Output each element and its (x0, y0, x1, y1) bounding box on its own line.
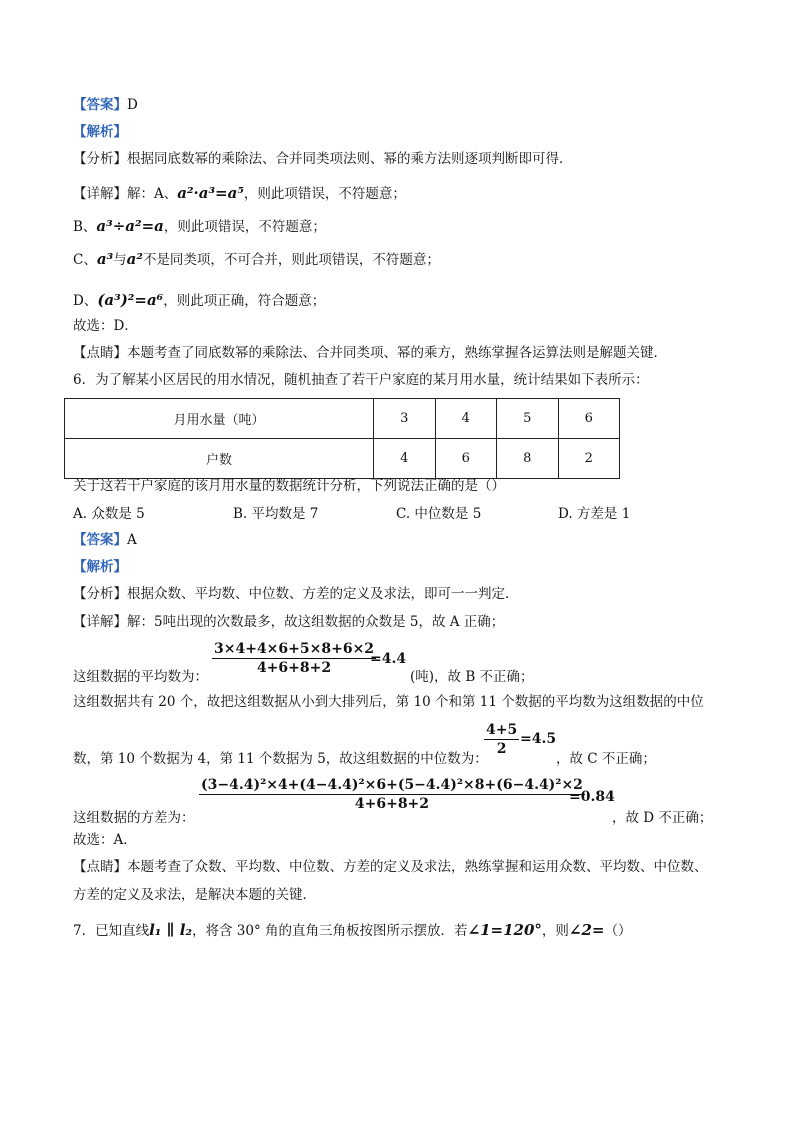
q5-dianjing-line (73, 343, 667, 363)
variance-result: =0.84 (569, 789, 615, 805)
fenxi-tag: 【分析】 (73, 151, 127, 167)
table-cell: 4 (435, 399, 497, 439)
option-c-mid: 与 (113, 252, 127, 268)
dianjing-text: 本题考查了同底数幂的乘除法、合并同类项、幂的乘方，熟练掌握各运算法则是解题关键． (127, 345, 667, 361)
option-b-text: ，则此项错误，不符题意； (163, 219, 326, 235)
median-line2: 数，第 10 个数据为 4，第 11 个数据为 5，故这组数据的中位数为： (73, 751, 488, 767)
median-result: =4.5 (520, 731, 557, 747)
median-suffix: ，故 C 不正确； (556, 751, 656, 767)
fenxi-text: 根据同底数幂的乘除法、合并同类项法则、幂的乘方法则逐项判断即可得． (127, 151, 573, 167)
mean-prefix: 这组数据的平均数为： (73, 669, 208, 685)
table-cell: 2 (558, 439, 620, 479)
mean-numerator: 3×4+4×6+5×8+6×2 (214, 641, 375, 657)
q5-analysis-line (73, 122, 127, 142)
option-a-math: a²·a³=a⁵ (177, 184, 244, 202)
q6-dianjing-line1 (73, 857, 708, 877)
q7-mid: ，将含 30° 角的直角三角板按图所示摆放．若 (192, 923, 468, 939)
option-c-prefix: C、 (73, 252, 97, 268)
q5-option-c-line (73, 249, 440, 270)
q7-prefix: 7．已知直线 (73, 923, 150, 939)
xiangjie-text: 解：5吨出现的次数最多，故这组数据的众数是 5，故 A 正确； (127, 614, 505, 630)
variance-suffix: ，故 D 不正确； (612, 810, 713, 826)
option-c-math1: a³ (96, 250, 114, 268)
variance-denominator: 4+6+8+2 (199, 794, 585, 812)
option-a-text: ，则此项错误，不符题意； (243, 186, 406, 202)
variance-fraction (199, 777, 585, 812)
dianjing-tag: 【点睛】 (73, 345, 127, 361)
table-cell: 4 (374, 439, 436, 479)
q6-fenxi-line (73, 584, 519, 604)
variance-prefix: 这组数据的方差为： (73, 810, 195, 826)
option-b-prefix: B、 (73, 219, 97, 235)
dianjing-tag: 【点睛】 (73, 859, 127, 875)
table-row (65, 399, 620, 439)
option-c-math2: a² (126, 250, 143, 268)
q5-answer-line (73, 95, 138, 115)
water-usage-table (64, 398, 620, 479)
xiangjie-prefix: 解：A、 (127, 186, 178, 202)
select-text: 故选：A． (73, 832, 137, 848)
option-c-text: 不是同类项，不可合并，则此项错误，不符题意； (142, 252, 440, 268)
median-numerator: 4+5 (486, 722, 518, 738)
table-row (65, 439, 620, 479)
q7-angle2-math: ∠2= (568, 921, 605, 939)
table-cell: 8 (497, 439, 559, 479)
q7-end: （） (604, 923, 632, 939)
q5-option-a-line (73, 183, 406, 204)
fenxi-tag: 【分析】 (73, 586, 127, 602)
q6-answer-line (73, 530, 137, 550)
analysis-tag: 【解析】 (73, 124, 127, 140)
q7-mid2: ，则 (541, 923, 569, 939)
xiangjie-tag: 【详解】 (73, 614, 127, 630)
q5-select-line (73, 316, 138, 336)
answer-value: D (127, 97, 138, 113)
answer-tag: 【答案】 (73, 532, 127, 548)
table-header-usage: 月用水量（吨） (65, 399, 374, 439)
q7-stem (73, 920, 632, 941)
select-text: 故选：D． (73, 318, 138, 334)
option-d-math: (a³)²=a⁶ (97, 291, 164, 309)
q6-option-a: A. 众数是 5 (73, 506, 145, 522)
median-fraction (484, 722, 519, 757)
table-cell: 3 (374, 399, 436, 439)
q7-parallel-math: l₁ ∥ l₂ (149, 921, 193, 939)
option-d-text: ，则此项正确，符合题意； (163, 293, 326, 309)
q6-question (73, 476, 505, 496)
fenxi-text: 根据众数、平均数、中位数、方差的定义及求法，即可一一判定． (127, 586, 519, 602)
mean-denominator: 4+6+8+2 (212, 658, 376, 676)
option-b-math: a³÷a²=a (96, 217, 164, 235)
q6-analysis-line (73, 557, 127, 577)
mean-fraction (212, 641, 376, 676)
q6-stem-text: 6．为了解某小区居民的用水情况，随机抽查了若干户家庭的某月用水量，统计结果如下表所示： (73, 372, 649, 388)
answer-value: A (127, 532, 137, 548)
q6-option-c: C. 中位数是 5 (396, 506, 482, 522)
variance-numerator: (3−4.4)²×4+(4−4.4)²×6+(5−4.4)²×8+(6−4.4)²×2 (201, 777, 583, 793)
mean-suffix: (吨)，故 B 不正确； (410, 669, 534, 685)
median-denominator: 2 (484, 739, 519, 757)
q7-angle1-math: ∠1=120° (467, 921, 542, 939)
q6-select-line (73, 830, 137, 850)
option-d-prefix: D、 (73, 293, 98, 309)
q6-question-text: 关于这若干户家庭的该月用水量的数据统计分析，下列说法正确的是（） (73, 478, 505, 494)
q5-fenxi-line (73, 149, 573, 169)
q6-dianjing-line2: 方差的定义及求法，是解决本题的关键． (73, 887, 316, 903)
table-cell: 6 (435, 439, 497, 479)
median-line1: 这组数据共有 20 个，故把这组数据从小到大排列后，第 10 个和第 11 个数据的平均数为这组数据的中位 (73, 694, 704, 710)
table-cell: 6 (558, 399, 620, 439)
mean-result: =4.4 (370, 651, 407, 667)
analysis-tag: 【解析】 (73, 559, 127, 575)
answer-tag: 【答案】 (73, 97, 127, 113)
dianjing-text: 本题考查了众数、平均数、中位数、方差的定义及求法，熟练掌握和运用众数、平均数、中位数、 (127, 859, 708, 875)
q6-option-d: D. 方差是 1 (558, 506, 631, 522)
table-header-households: 户数 (65, 439, 374, 479)
table-cell: 5 (497, 399, 559, 439)
xiangjie-tag: 【详解】 (73, 186, 127, 202)
q6-xiangjie-line (73, 612, 504, 632)
q6-option-b: B. 平均数是 7 (233, 506, 319, 522)
q5-option-b-line (73, 216, 326, 237)
q5-option-d-line (73, 290, 325, 311)
q6-stem (73, 370, 649, 390)
